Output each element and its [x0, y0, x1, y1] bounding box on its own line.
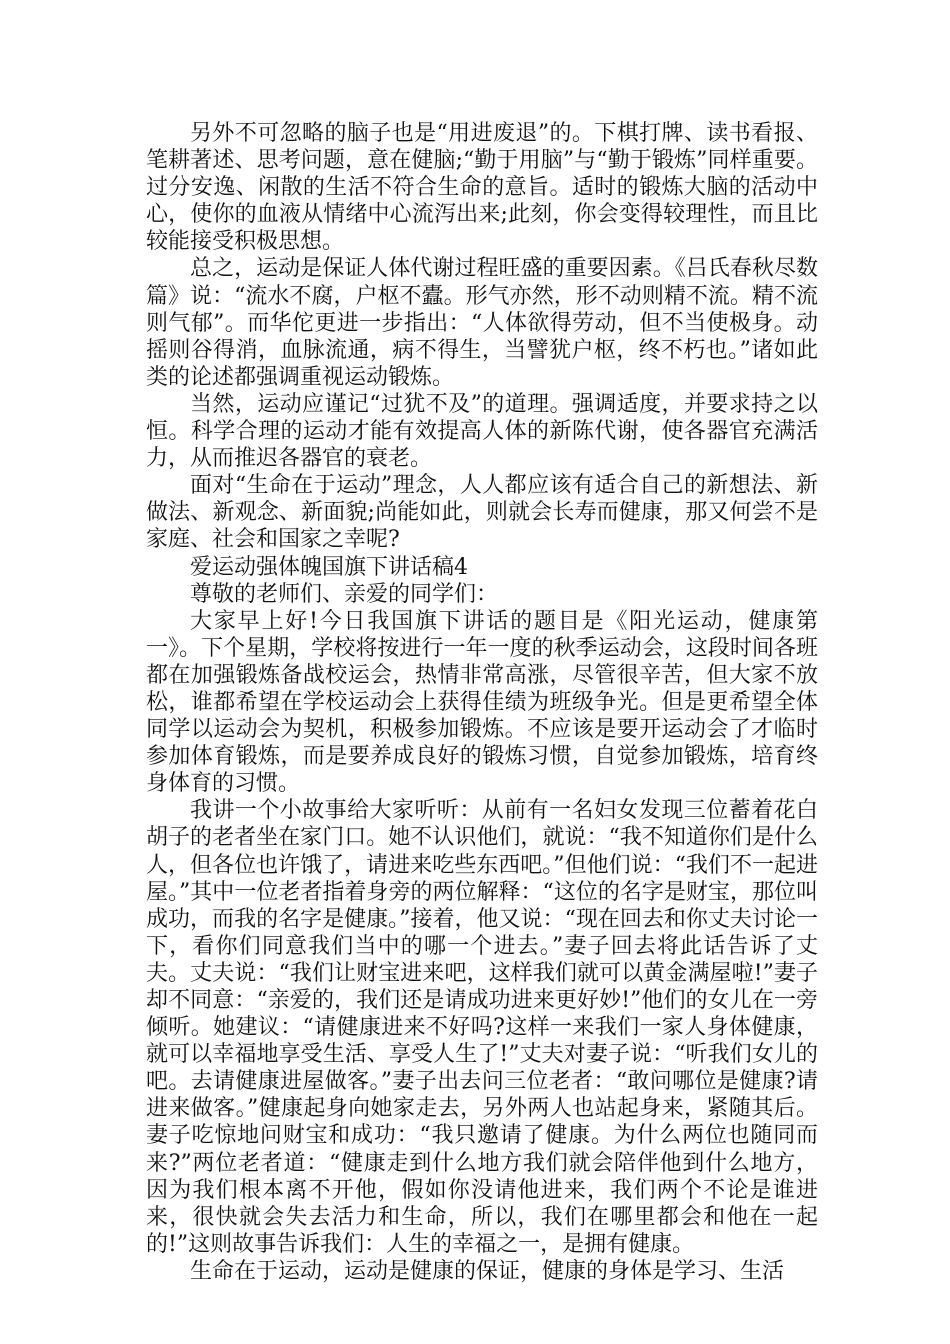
paragraph-moderation: 当然，运动应谨记“过犹不及”的道理。强调适度，并要求持之以恒。科学合理的运动才能有效提高人体的新陈代谢，使各器官充满活力，从而推迟各器官的衰老。	[146, 391, 818, 472]
paragraph-greeting: 大家早上好!今日我国旗下讲话的题目是《阳光运动，健康第一》。下个星期，学校将按进行一年一度的秋季运动会，这段时间各班都在加强锻炼备战校运会，热情非常高涨，尽管很辛苦，但大家不放松，谁都希望在学校运动会上获得佳绩为班级争光。但是更希望全体同学以运动会为契机，积极参加锻炼。不应该是要开运动会了才临时参加体育锻炼，而是要养成良好的锻炼习惯，自觉参加锻炼，培育终身体育的习惯。	[146, 608, 818, 797]
paragraph-closing-fragment: 生命在于运动，运动是健康的保证，健康的身体是学习、生活	[190, 1258, 785, 1284]
salutation: 尊敬的老师们、亲爱的同学们：	[190, 581, 499, 607]
paragraph-story: 我讲一个小故事给大家听听：从前有一名妇女发现三位蓄着花白胡子的老者坐在家门口。她不认识他们，就说：“我不知道你们是什么人，但各位也许饿了，请进来吃些东西吧。”但他们说：“我们不一起进屋。”其中一位老者指着身旁的两位解释：“这位的名字是财宝，那位叫成功，而我的名字是健康。”接着，他又说：“现在回去和你丈夫讨论一下，看你们同意我们当中的哪一个进去。”妻子回去将此话告诉了丈夫。丈夫说：“我们让财宝进来吧，这样我们就可以黄金满屋啦!”妻子却不同意：“亲爱的，我们还是请成功进来更好妙!”他们的女儿在一旁倾听。她建议：“请健康进来不好吗?这样一来我们一家人身体健康，就可以幸福地享受生活、享受人生了!”丈夫对妻子说：“听我们女儿的吧。去请健康进屋做客。”妻子出去问三位老者：“敢问哪位是健康?请进来做客。”健康起身向她家走去，另外两人也站起身来，紧随其后。妻子吃惊地问财宝和成功：“我只邀请了健康。为什么两位也随同而来?”两位老者道：“健康走到什么地方我们就会陪伴他到什么地方，因为我们根本离不开他，假如你没请他进来，我们两个不论是谁进来，很快就会失去活力和生命，所以，我们在哪里都会和他在一起的!”这则故事告诉我们：人生的幸福之一，是拥有健康。	[146, 798, 818, 1257]
paragraph-brain-use: 另外不可忽略的脑子也是“用进废退”的。下棋打牌、读书看报、笔耕著述、思考问题，意在健脑;“勤于用脑”与“勤于锻炼”同样重要。过分安逸、闲散的生活不符合生命的意旨。适时的锻炼大脑的活动中心，使你的血液从情绪中心流泻出来;此刻，你会变得较理性，而且比较能接受积极思想。	[146, 121, 818, 255]
paragraph-metabolism: 总之，运动是保证人体代谢过程旺盛的重要因素。《吕氏春秋尽数篇》说：“流水不腐，户枢不蠹。形气亦然，形不动则精不流。精不流则气郁”。而华佗更进一步指出：“人体欲得劳动，但不当使极身。动摇则谷得消，血脉流通，病不得生，当譬犹户枢，终不朽也。”诸如此类的论述都强调重视运动锻炼。	[146, 256, 818, 390]
document-page	[146, 120, 818, 1285]
section-title: 爱运动强体魄国旗下讲话稿4	[190, 554, 468, 580]
paragraph-life-in-motion: 面对“生命在于运动”理念，人人都应该有适合自己的新想法、新做法、新观念、新面貌;尚能如此，则就会长寿而健康，那又何尝不是家庭、社会和国家之幸呢?	[146, 473, 818, 553]
